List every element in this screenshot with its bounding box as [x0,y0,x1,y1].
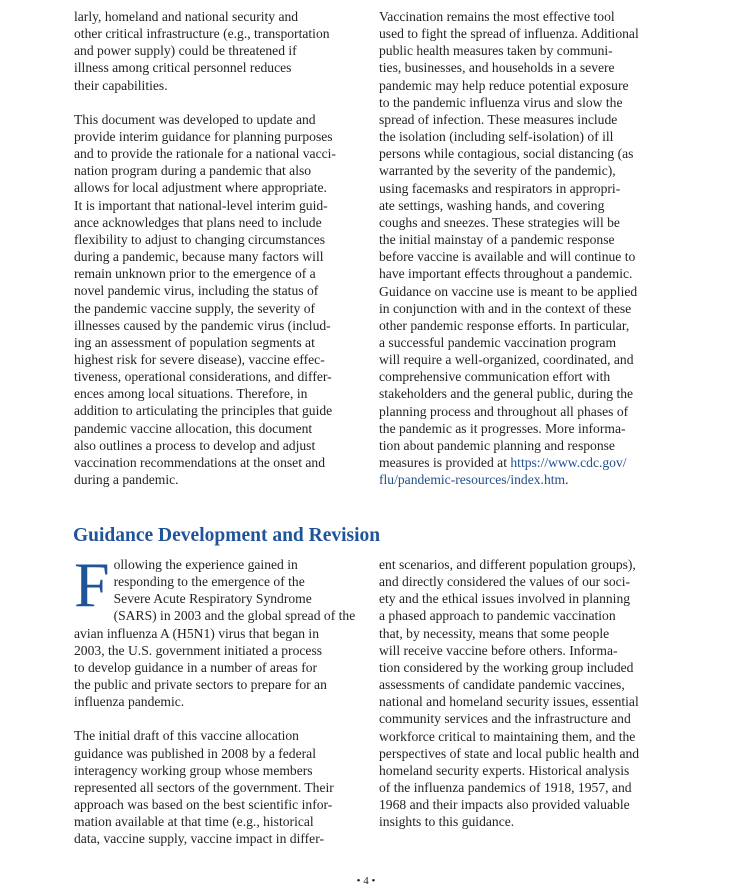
text-line: 1968 and their impacts also provided valuable [379,797,630,813]
text-line: It is important that national-level interim guid- [74,197,328,213]
top-left-column [74,8,336,488]
text-line: comprehensive communication effort with [379,369,611,385]
text-line: remain unknown prior to the emergence of a [74,266,316,282]
text-line: stakeholders and the general public, during the [379,386,634,402]
text-line: also outlines a process to develop and adjust [74,437,316,453]
text-line: flexibility to adjust to changing circumstances [74,231,326,247]
bottom-left-column [74,549,364,848]
text-line: insights to this guidance. [379,814,515,830]
text-line: a phased approach to pandemic vaccination [379,608,616,624]
text-line: pandemic vaccine allocation, this document [74,420,313,436]
text-line: 2003, the U.S. government initiated a process [74,642,323,658]
top-right-column [379,8,639,488]
text-line: ences among local situations. Therefore, in [74,386,308,402]
text-line: of the influenza pandemics of 1918, 1957, and [379,780,632,796]
text-line: the pandemic as it progresses. More informa- [379,420,626,436]
dropcap-lines [74,549,364,710]
paragraph [379,8,639,488]
text-line: illness among critical personnel reduces [74,60,292,76]
text-line: planning process and throughout all phases of [379,403,629,419]
text-line: using facemasks and respirators in appropri- [379,180,621,196]
text-line: and power supply) could be threatened if [74,43,297,59]
text-line: assessments of candidate pandemic vaccines, [379,677,625,693]
text-line: ollowing the experience gained in [113,557,298,572]
text-line: coughs and sneezes. These strategies will be [379,214,620,230]
text-line: tiveness, operational considerations, and differ- [74,369,332,385]
text-line: other critical infrastructure (e.g., transportation [74,26,330,42]
text-line: vaccination recommendations at the onset and [74,454,326,470]
text-line: guidance was published in 2008 by a federal [74,745,316,761]
paragraph [74,111,336,488]
text-line: provide interim guidance for planning purposes [74,128,333,144]
text-line: This document was developed to update and [74,111,316,127]
text-line: will require a well-organized, coordinated, and [379,352,634,368]
text-line: nation program during a pandemic that also [74,163,312,179]
text-line: persons while contagious, social distancing (as [379,146,634,162]
text-line: illnesses caused by the pandemic virus (includ- [74,317,331,333]
text-line: ties, businesses, and households in a severe [379,60,615,76]
text-line: spread of infection. These measures include [379,111,618,127]
link-tail: . [565,472,569,488]
text-line: represented all sectors of the government. Their [74,779,334,795]
text-line: tion about pandemic planning and response [379,437,615,453]
text-line: and directly considered the values of our soci- [379,574,631,590]
text-line: other pandemic response efforts. In particular, [379,317,630,333]
text-line: to the pandemic influenza virus and slow the [379,94,623,110]
text-line: tion considered by the working group included [379,659,634,675]
text-line: during a pandemic. [74,472,179,488]
text-line: before vaccine is available and will continue to [379,249,636,265]
text-line: the public and private sectors to prepare for an [74,677,327,693]
text-line: novel pandemic virus, including the status of [74,283,319,299]
text-line: Guidance on vaccine use is meant to be applied [379,283,638,299]
text-line: avian influenza A (H5N1) virus that began in [74,625,319,641]
text-line: allows for local adjustment where appropriate. [74,180,327,196]
text-line: homeland security experts. Historical analysis [379,762,630,778]
paragraph [74,727,364,847]
text-line: Vaccination remains the most effective tool [379,9,615,24]
text-line: used to fight the spread of influenza. Additional [379,26,639,42]
text-line: interagency working group whose members [74,762,313,778]
paragraph [379,556,639,831]
text-line: in conjunction with and in the context of these [379,300,632,316]
text-line: will receive vaccine before others. Informa- [379,642,618,658]
cdc-link-part2[interactable]: flu/pandemic-resources/index.htm [379,472,566,488]
cdc-link-part1[interactable]: https://www.cdc.gov/ [510,455,627,471]
drop-cap: F [74,549,110,620]
text-line: ety and the ethical issues involved in planning [379,591,631,607]
text-line: to develop guidance in a number of areas for [74,659,318,675]
text-line: community services and the infrastructure and [379,711,631,727]
text-line: larly, homeland and national security and [74,9,299,24]
text-line: perspectives of state and local public health and [379,745,640,761]
text-line: that, by necessity, means that some people [379,625,610,641]
text-line: workforce critical to maintaining them, and the [379,728,636,744]
text-line: addition to articulating the principles that guide [74,403,333,419]
text-line: pandemic may help reduce potential exposure [379,77,629,93]
text-line: (SARS) in 2003 and the global spread of the [113,608,356,624]
text-line: during a pandemic, because many factors will [74,249,324,265]
text-line: the initial mainstay of a pandemic response [379,232,615,248]
text-line: public health measures taken by communi- [379,43,613,59]
dropcap-paragraph [74,549,364,710]
text-line: highest risk for severe disease), vaccine effec- [74,351,325,367]
text-line: their capabilities. [74,77,168,93]
text-line: warranted by the severity of the pandemic), [379,163,616,179]
paragraph-lines [379,9,639,453]
text-line: and to provide the rationale for a national vacci- [74,146,336,162]
text-line: the pandemic vaccine supply, the severity of [74,300,316,316]
text-line: ent scenarios, and different population groups), [379,557,636,572]
text-line: ing an assessment of population segments at [74,334,315,350]
link-lead-text: measures is provided at [379,455,511,471]
text-line: data, vaccine supply, vaccine impact in differ- [74,831,324,847]
text-line: have important effects throughout a pandemic. [379,266,633,282]
text-line: ance acknowledges that plans need to include [74,214,322,230]
text-line: The initial draft of this vaccine allocation [74,728,299,744]
text-line: influenza pandemic. [74,694,185,710]
paragraph [74,8,336,94]
text-line: national and homeland security issues, essential [379,694,639,710]
page-number: • 4 • [356,875,376,887]
section-heading: Guidance Development and Revision [73,525,381,546]
bottom-right-column [379,556,639,831]
text-line: a successful pandemic vaccination program [379,334,617,350]
text-line: ate settings, washing hands, and covering [379,197,605,213]
text-line: approach was based on the best scientific infor- [74,797,333,813]
text-line: responding to the emergence of the [113,574,305,590]
text-line: the isolation (including self-isolation) of ill [379,129,614,145]
text-line: Severe Acute Respiratory Syndrome [113,591,312,607]
text-line: mation available at that time (e.g., historical [74,814,314,830]
